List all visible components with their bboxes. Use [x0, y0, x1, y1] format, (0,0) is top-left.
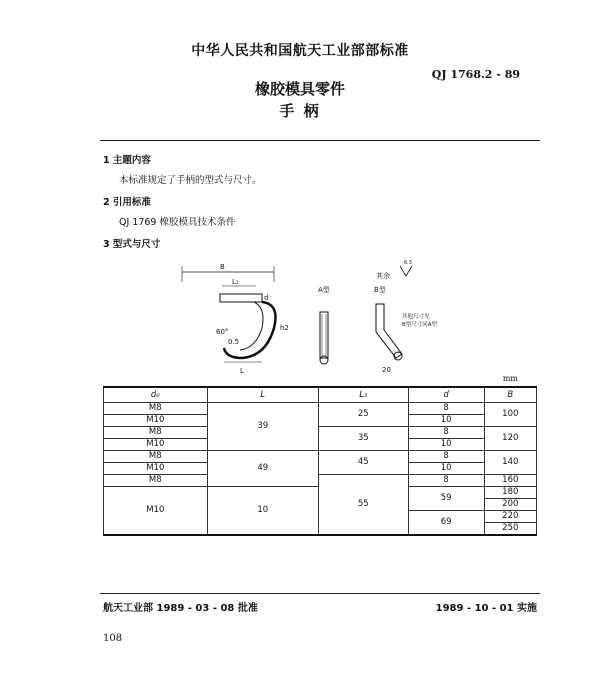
table-cell: M8	[104, 403, 208, 415]
table-cell: 35	[318, 427, 408, 451]
table-cell: 220	[484, 511, 536, 523]
handle-drawing	[170, 258, 460, 380]
section-1-body: 本标准规定了手柄的型式与尺寸。	[119, 175, 262, 186]
table-row	[104, 427, 537, 439]
table-row	[104, 451, 537, 463]
footer-rule	[100, 593, 540, 594]
table-cell: M8	[104, 427, 208, 439]
section-1-heading: 1 主题内容	[103, 155, 151, 166]
table-cell: 100	[484, 403, 536, 427]
section-3-heading: 3 型式与尺寸	[103, 239, 161, 250]
document-title: 橡胶模具零件	[254, 80, 345, 98]
dim-l-label: L	[240, 367, 244, 375]
dim-20-label: 20	[382, 366, 391, 374]
table-cell: 10	[408, 415, 484, 427]
table-cell: 25	[318, 403, 408, 427]
table-cell: 120	[484, 427, 536, 451]
rest-label: 其余	[376, 272, 390, 280]
table-header-row	[104, 387, 537, 403]
table-cell: 49	[207, 451, 318, 487]
header-rule	[100, 140, 540, 141]
table-cell: 39	[207, 403, 318, 451]
section-2-heading: 2 引用标准	[103, 197, 151, 208]
dimension-table	[103, 386, 537, 536]
table-cell: M10	[104, 415, 208, 427]
effective-date: 1989 - 10 - 01 实施	[435, 603, 537, 614]
table-cell: 59	[408, 487, 484, 511]
dim-d-label: d	[264, 294, 269, 302]
table-cell: 200	[484, 499, 536, 511]
dim-b-label: B	[220, 263, 225, 271]
table-cell: 10	[207, 487, 318, 536]
table-cell: 69	[408, 511, 484, 536]
table-cell: 8	[408, 427, 484, 439]
header-l1: L₁	[318, 387, 408, 403]
table-row	[104, 403, 537, 415]
table-cell: 10	[408, 463, 484, 475]
table-cell: 8	[408, 451, 484, 463]
note-line-2: B型尺寸同A型	[402, 322, 438, 328]
dim-h2-label: h2	[280, 324, 289, 332]
standard-code: QJ 1768.2 - 89	[431, 68, 520, 81]
table-cell: 180	[484, 487, 536, 499]
dim-l1-label: L₁	[232, 278, 239, 286]
approval-date: 航天工业部 1989 - 03 - 08 批准	[103, 603, 258, 614]
note-line-1: 其他尺寸见	[402, 314, 430, 320]
roughness-value: 6.3	[404, 260, 412, 266]
table-cell: 8	[408, 475, 484, 487]
dim-r-label: 0.5	[228, 338, 240, 346]
document-subtitle: 手 柄	[279, 102, 321, 120]
view-a-label: A型	[318, 286, 330, 294]
table-cell: 55	[318, 475, 408, 536]
table-row	[104, 475, 537, 487]
table-unit: mm	[502, 374, 518, 383]
header-d: d	[408, 387, 484, 403]
header-d0: d₀	[104, 387, 208, 403]
table-cell: 10	[408, 439, 484, 451]
table-cell: 45	[318, 451, 408, 475]
angle-label: 60°	[216, 328, 229, 336]
table-cell: 160	[484, 475, 536, 487]
header-l: L	[207, 387, 318, 403]
table-cell: M8	[104, 475, 208, 487]
table-cell: M10	[104, 487, 208, 536]
issuing-organization: 中华人民共和国航天工业部部标准	[191, 43, 409, 59]
header-b: B	[484, 387, 536, 403]
view-b-label: B型	[374, 286, 386, 294]
table-cell: M8	[104, 451, 208, 463]
page-number: 108	[103, 633, 123, 644]
table-cell: M10	[104, 439, 208, 451]
table-cell: 8	[408, 403, 484, 415]
table-cell: 140	[484, 451, 536, 475]
section-2-body: QJ 1769 橡胶模具技术条件	[119, 217, 236, 228]
table-cell: M10	[104, 463, 208, 475]
table-cell: 250	[484, 523, 536, 536]
